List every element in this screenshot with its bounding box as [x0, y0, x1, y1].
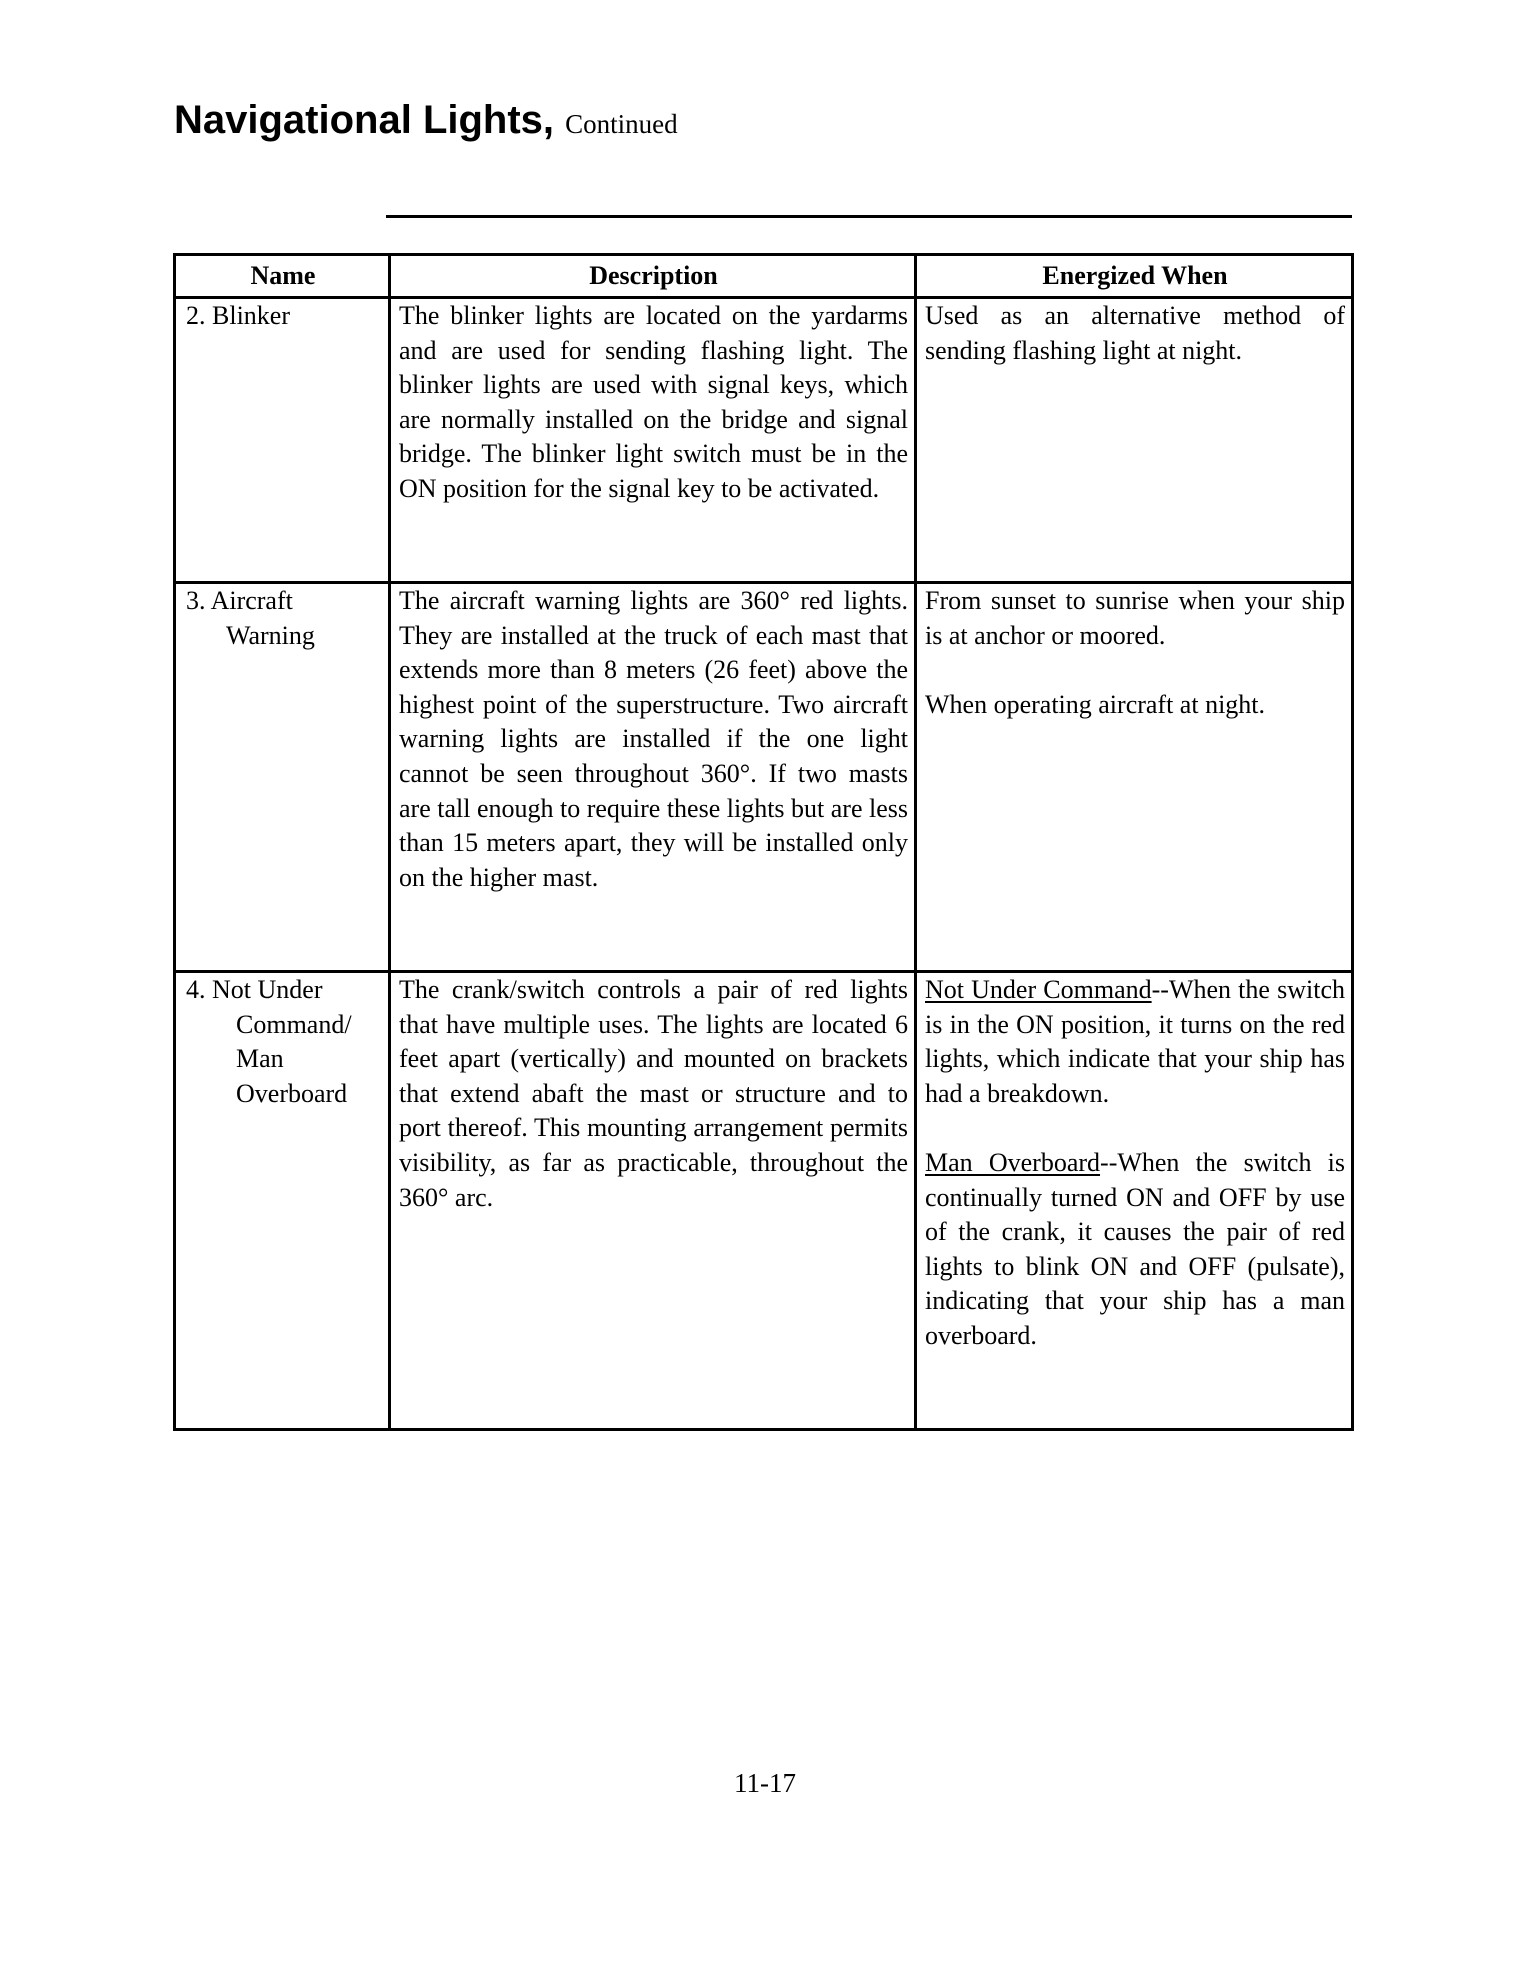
page-title-main: Navigational Lights,	[174, 98, 555, 142]
navigational-lights-table	[173, 253, 1354, 1431]
name-cell	[175, 298, 390, 583]
name-line: Overboard	[236, 1078, 348, 1108]
section-divider	[386, 215, 1352, 218]
name-line: 4. Not Under	[186, 975, 323, 1004]
energized-paragraph-man-overboard: Man Overboard--When the switch is continually turned ON and OFF by use of the crank, it causes the pair of red lights to blink ON and OFF (pulsate), indicating that your ship has a man overboard.	[925, 1147, 1345, 1350]
table-row-not-under-command-man-overboard	[175, 972, 1353, 1430]
description-cell: The aircraft warning lights are 360° red lights. They are installed at the truck of each mast that extends more than 8 meters (26 feet) above the highest point of the superstructure. Two aircraft warning lights are installed if the one light cannot be seen throughout 360°. If two masts are tall enough to require these lights but are less than 15 meters apart, they will be installed only on the higher mast.	[390, 583, 916, 972]
energized-paragraph: When operating aircraft at night.	[925, 689, 1266, 719]
table-header-row	[175, 255, 1353, 298]
description-cell: The crank/switch controls a pair of red lights that have multiple uses. The lights are located 6 feet apart (vertically) and mounted on brackets that extend abaft the mast or structure and to port thereof. This mounting arrangement permits visibility, as far as practicable, throughout the 360° arc.	[390, 972, 916, 1430]
page-number: 11-17	[734, 1768, 796, 1798]
table-row-aircraft-warning	[175, 583, 1353, 972]
name-line: Warning	[226, 620, 315, 650]
page-title-continued: Continued	[565, 109, 678, 139]
page-title	[174, 100, 678, 140]
name-cell	[175, 583, 390, 972]
name-cell	[175, 972, 390, 1430]
name-line: Man	[236, 1044, 284, 1074]
name-line: Command/	[236, 1009, 352, 1039]
energized-paragraph: From sunset to sunrise when your ship is at anchor or moored.	[925, 586, 1345, 650]
name-line: 2. Blinker	[186, 301, 290, 330]
table-row-blinker	[175, 298, 1353, 583]
description-cell: The blinker lights are located on the yardarms and are used for sending flashing light. The blinker lights are used with signal keys, which are normally installed on the bridge and signal bridge. The blinker light switch must be in the ON position for the signal key to be activated.	[390, 298, 916, 583]
column-header-energized-when: Energized When	[916, 255, 1353, 298]
energized-cell	[916, 583, 1353, 972]
underlined-term: Man Overboard	[925, 1147, 1101, 1177]
energized-cell	[916, 972, 1353, 1430]
energized-cell	[916, 298, 1353, 583]
energized-paragraph: Used as an alternative method of sending flashing light at night.	[925, 301, 1345, 365]
column-header-description: Description	[390, 255, 916, 298]
underlined-term: Not Under Command	[925, 975, 1152, 1004]
column-header-name: Name	[175, 255, 390, 298]
name-line: 3. Aircraft	[186, 586, 293, 615]
energized-paragraph-not-under-command: Not Under Command--When the switch is in the ON position, it turns on the red lights, which indicate that your ship has had a breakdown.	[925, 975, 1345, 1108]
